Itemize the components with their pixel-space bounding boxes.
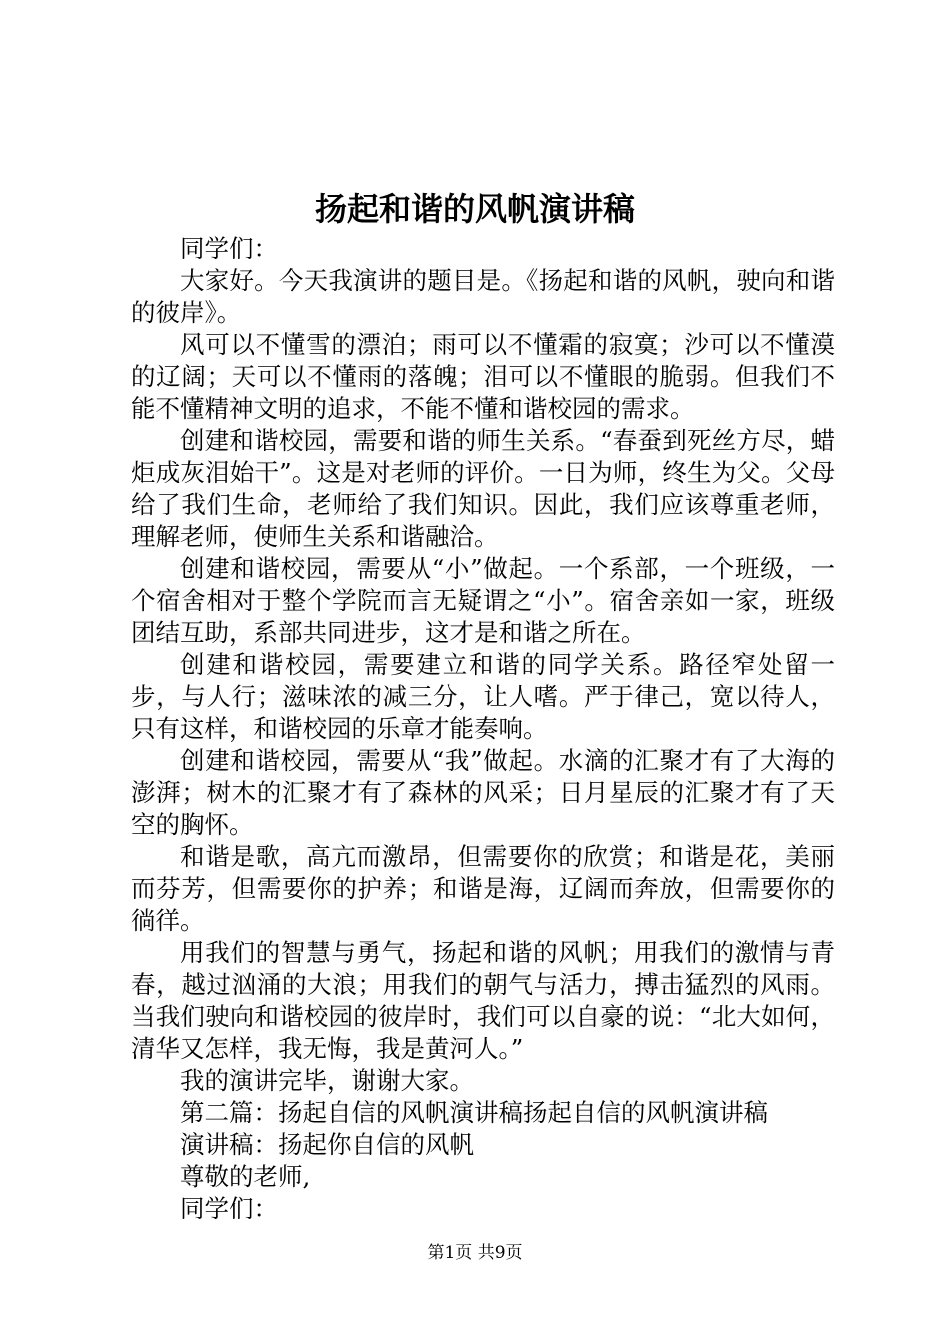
paragraph-greeting: 同学们：: [180, 234, 278, 263]
document-title: 扬起和谐的风帆演讲稿: [314, 190, 635, 228]
paragraph-start-with-me: 创建和谐校园，需要从“我”做起。水滴的汇聚才有了大海的澎湃；树木的汇聚才有了森林的风采；日月星辰的汇聚才有了天空的胸怀。: [131, 746, 835, 839]
paragraph-start-small: 创建和谐校园，需要从“小”做起。一个系部，一个班级，一个宿舍相对于整个学院而言无疑谓之“小”。宿舍亲如一家，班级团结互助，系部共同进步，这才是和谐之所在。: [131, 554, 835, 647]
paragraph-second-piece-heading: 第二篇：扬起自信的风帆演讲稿扬起自信的风帆演讲稿: [180, 1098, 768, 1127]
paragraph-teacher-relations: 创建和谐校园，需要和谐的师生关系。“春蚕到死丝方尽，蜡炬成灰泪始干”。这是对老师的评价。一日为师，终生为父。父母给了我们生命，老师给了我们知识。因此，我们应该尊重老师，理解老师，使师生关系和谐融洽。: [131, 426, 835, 551]
paragraph-second-speech-title: 演讲稿：扬起你自信的风帆: [180, 1130, 474, 1159]
paragraph-classmate-relations: 创建和谐校园，需要建立和谐的同学关系。路径窄处留一步，与人行；滋味浓的减三分，让人嗜。严于律己，宽以待人，只有这样，和谐校园的乐章才能奏响。: [131, 650, 835, 743]
paragraph-topic: 大家好。今天我演讲的题目是。《扬起和谐的风帆，驶向和谐的彼岸》。: [131, 266, 835, 327]
paragraph-respected-teachers: 尊敬的老师,: [180, 1162, 311, 1191]
document-body: [131, 233, 835, 1225]
page-number-footer: 第1页 共9页: [427, 1243, 523, 1263]
paragraph-classmates: 同学们：: [180, 1194, 278, 1223]
paragraph-harmony-song: 和谐是歌，高亢而激昂，但需要你的欣赏；和谐是花，美丽而芬芳，但需要你的护养；和谐是海，辽阔而奔放，但需要你的徜徉。: [131, 842, 835, 935]
paragraph-raise-sails: 用我们的智慧与勇气，扬起和谐的风帆；用我们的激情与青春，越过汹涌的大浪；用我们的朝气与活力，搏击猛烈的风雨。当我们驶向和谐校园的彼岸时，我们可以自豪的说：“北大如何，清华又怎样，我无悔，我是黄河人。”: [131, 938, 835, 1063]
paragraph-closing: 我的演讲完毕，谢谢大家。: [180, 1066, 474, 1095]
paragraph-wind-rain: 风可以不懂雪的漂泊；雨可以不懂霜的寂寞；沙可以不懂漠的辽阔；天可以不懂雨的落魄；泪可以不懂眼的脆弱。但我们不能不懂精神文明的追求，不能不懂和谐校园的需求。: [131, 330, 835, 423]
